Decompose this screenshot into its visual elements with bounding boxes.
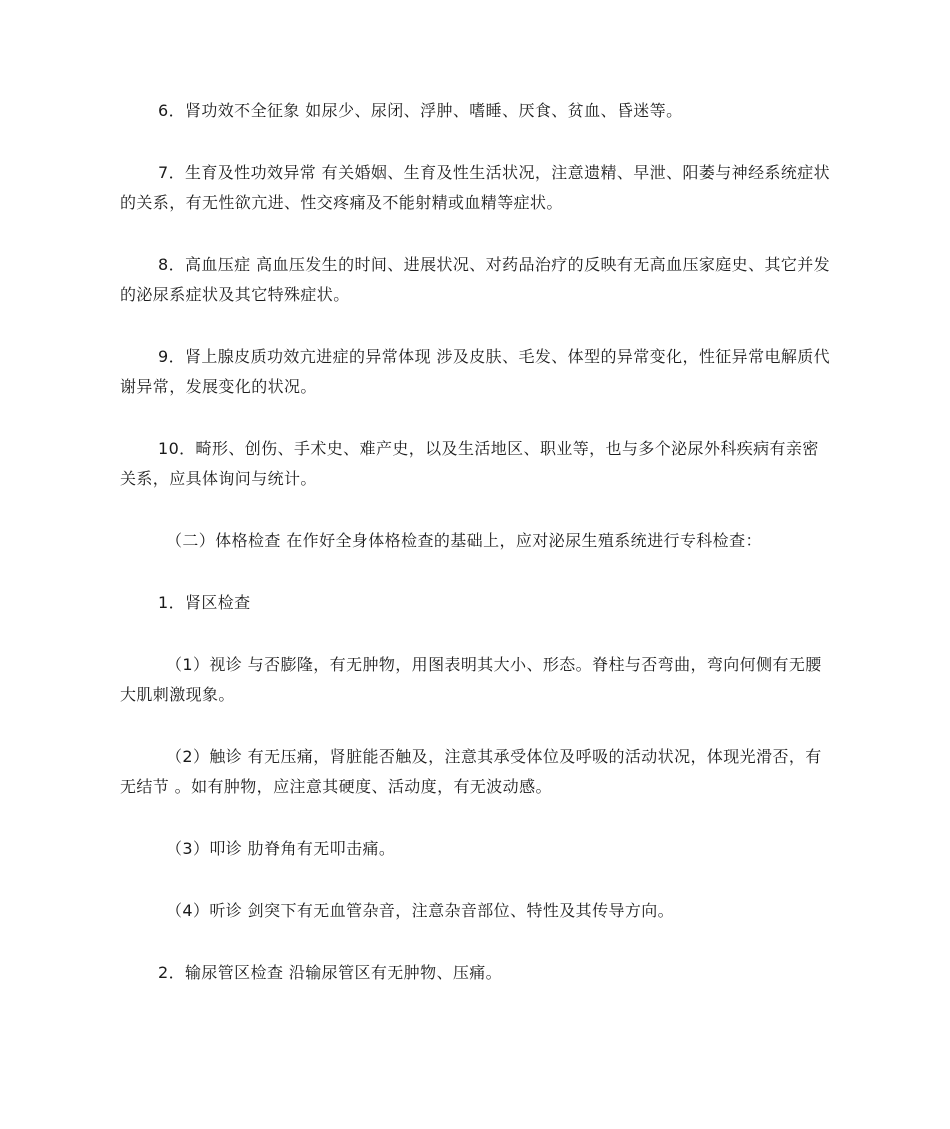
document-page <box>120 96 832 988</box>
heading-kidney-area-exam: 1．肾区检查 <box>158 593 251 612</box>
paragraph-auscultation: （4）听诊 剑突下有无血管杂音，注意杂音部位、特性及其传导方向。 <box>166 901 675 920</box>
paragraph-deformity-history: 10．畸形、创伤、手术史、难产史，以及生活地区、职业等，也与多个泌尿外科疾病有亲密关系，应具体询问与统计。 <box>120 439 819 488</box>
paragraph-percussion: （3）叩诊 肋脊角有无叩击痛。 <box>166 839 396 858</box>
paragraph-hypertension: 8．高血压症 高血压发生的时间、进展状况、对药品治疗的反映有无高血压家庭史、其它并发的泌尿系症状及其它特殊症状。 <box>120 255 831 304</box>
paragraph-inspection: （1）视诊 与否膨隆，有无肿物，用图表明其大小、形态。脊柱与否弯曲，弯向何侧有无腰大肌刺激现象。 <box>120 655 822 704</box>
heading-ureter-area-exam: 2．输尿管区检查 沿输尿管区有无肿物、压痛。 <box>158 963 503 982</box>
paragraph-adrenal-cortex: 9．肾上腺皮质功效亢进症的异常体现 涉及皮肤、毛发、体型的异常变化，性征异常电解质代谢异常，发展变化的状况。 <box>120 347 831 396</box>
paragraph-reproductive-function: 7．生育及性功效异常 有关婚姻、生育及性生活状况，注意遗精、早泄、阳萎与神经系统症状的关系，有无性欲亢进、性交疼痛及不能射精或血精等症状。 <box>120 163 831 212</box>
paragraph-palpation: （2）触诊 有无压痛，肾脏能否触及，注意其承受体位及呼吸的活动状况，体现光滑否，有无结节 。如有肿物，应注意其硬度、活动度，有无波动感。 <box>120 747 822 796</box>
paragraph-renal-insufficiency: 6．肾功效不全征象 如尿少、尿闭、浮肿、嗜睡、厌食、贫血、昏迷等。 <box>158 101 683 120</box>
section-heading-physical-exam: （二）体格检查 在作好全身体格检查的基础上，应对泌尿生殖系统进行专科检查： <box>166 531 762 550</box>
